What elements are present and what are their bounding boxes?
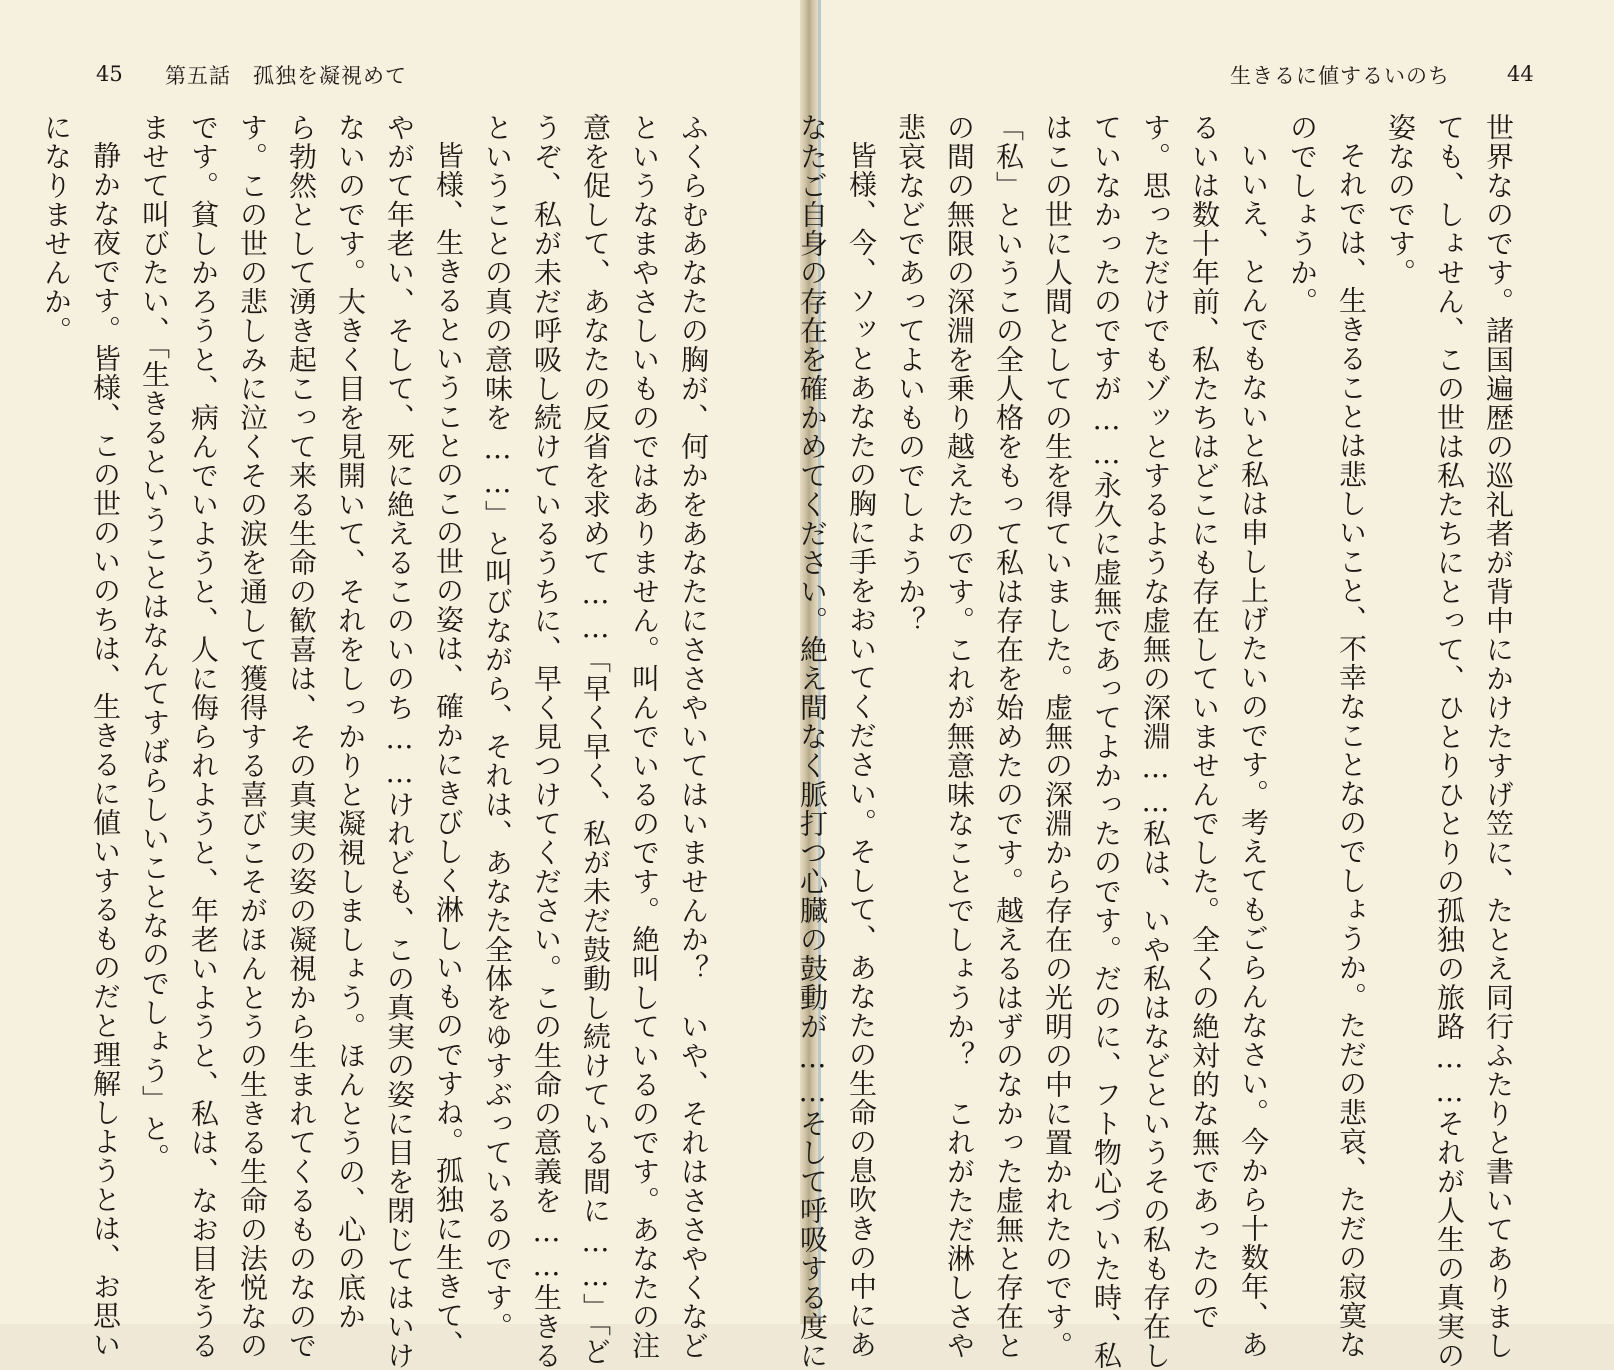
text-column: はこの世に人間としての生を得ていました。虚無の深淵から存在の光明の中に置かれたのです。	[1041, 113, 1074, 1360]
text-column: 意を促して、あなたの反省を求めて……「早く早く、私が未だ鼓動し続けている間に……」「ど	[579, 113, 612, 1366]
text-column: です。貧しかろうと、病んでいようと、人に侮られようと、年老いようと、私は、なお目をうる	[187, 113, 220, 1360]
text-column: ないのです。大きく目を見開いて、それをしっかりと凝視しましょう。ほんとうの、心の底か	[334, 113, 367, 1331]
text-column: す。この世の悲しみに泣くその涙を通して獲得する喜びこそがほんとうの生きる生命の法悦なの	[236, 113, 269, 1360]
text-column: 皆様、生きるということのこの世の姿は、確かにきびしく淋しいものですね。孤独に生きて、	[432, 141, 465, 1359]
text-column: 皆様、今、ソッとあなたの胸に手をおいてください。そして、あなたの生命の息吹きの中にあ	[845, 141, 878, 1359]
text-column: 「私」というこの全人格をもって私は存在を始めたのです。越えるはずのなかった虚無と存在と	[992, 113, 1025, 1360]
text-column: それでは、生きることは悲しいこと、不幸なことなのでしょうか。ただの悲哀、ただの寂寞な	[1335, 141, 1368, 1359]
text-column: いいえ、とんでもないと私は申し上げたいのです。考えてもごらんなさい。今から十数年、あ	[1237, 141, 1270, 1359]
text-column: ていなかったのですが……永久に虚無であってよかったのです。だのに、フト物心づいた時、私	[1090, 113, 1123, 1370]
text-column: ということの真の意味を……」と叫びながら、それは、あなた全体をゆすぶっているのです。	[481, 113, 514, 1341]
right-page-number: 44	[1507, 62, 1534, 86]
left-page-number: 45	[96, 62, 123, 86]
text-column: ても、しょせん、この世は私たちにとって、ひとりひとりの孤独の旅路……それが人生の真実の	[1433, 113, 1466, 1370]
left-page-body	[40, 113, 718, 1370]
text-column: 悲哀などであってよいものでしょうか？	[894, 113, 927, 635]
text-column: の間の無限の深淵を乗り越えたのです。これが無意味なことでしょうか？ これがただ淋しさや	[943, 113, 976, 1360]
text-column: す。思っただけでもゾッとするような虚無の深淵……私は、いや私はなどというその私も存在し	[1139, 113, 1172, 1370]
text-column: のでしょうか。	[1286, 113, 1319, 316]
text-column: 静かな夜です。皆様、この世のいのちは、生きるに値いするものだと理解しようとは、お思い	[89, 141, 122, 1359]
text-column: ふくらむあなたの胸が、何かをあなたにささやいてはいませんか？ いや、それはささやくなど	[677, 113, 710, 1360]
text-column: ら勃然として湧き起こって来る生命の歓喜は、その真実の姿の凝視から生まれてくるものなので	[285, 113, 318, 1360]
text-column: 世界なのです。諸国遍歴の巡礼者が背中にかけたすげ笠に、たとえ同行ふたりと書いてありまし	[1482, 113, 1515, 1360]
right-running-title: 生きるに値するいのち	[1230, 64, 1450, 88]
left-running-title: 第五話 孤独を凝視めて	[165, 64, 407, 88]
text-column: るいは数十年前、私たちはどこにも存在していませんでした。全くの絶対的な無であったので	[1188, 113, 1221, 1331]
text-column: ませて叫びたい、「生きるということはなんてすばらしいことなのでしょう」と。	[138, 113, 171, 1172]
text-column: というなまやさしいものではありません。叫んでいるのです。絶叫しているのです。あなたの注	[628, 113, 661, 1360]
right-page-body	[796, 113, 1523, 1370]
text-column: になりませんか。	[40, 113, 73, 345]
text-column: うぞ、私が未だ呼吸し続けているうちに、早く見つけてください。この生命の意義を……生きる	[530, 113, 563, 1370]
text-column: やがて年老い、そして、死に絶えるこのいのち……けれども、この真実の姿に目を閉じてはいけ	[383, 113, 416, 1370]
text-column: 姿なのです。	[1384, 113, 1417, 287]
text-column: なたご自身の存在を確かめてください。絶え間なく脈打つ心臓の鼓動が……そして呼吸する度に	[796, 113, 829, 1370]
